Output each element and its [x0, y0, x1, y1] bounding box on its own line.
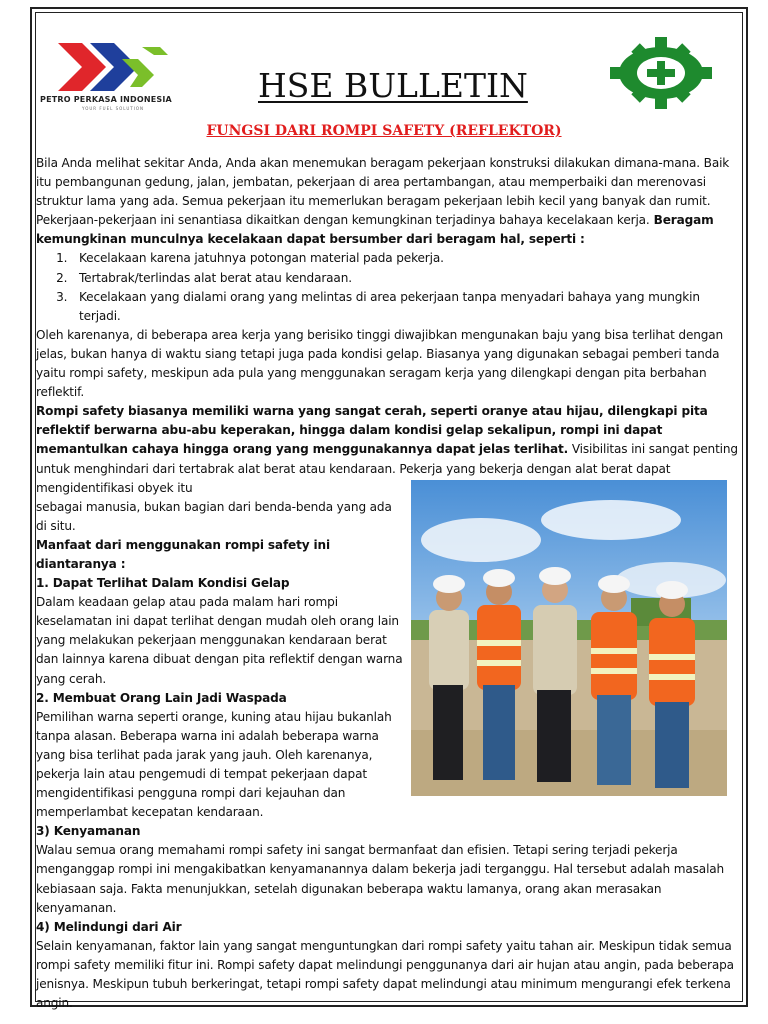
list-item: 3. Kecelakaan yang dialami orang yang melintas di area pekerjaan tanpa menyadari bahaya yang mungkin terjadi. [71, 288, 740, 326]
bulletin-subtitle: FUNGSI DARI ROMPI SAFETY (REFLEKTOR) [206, 123, 562, 139]
section-heading: 1. Dapat Terlihat Dalam Kondisi Gelap [36, 576, 290, 591]
page-title: HSE BULLETIN [258, 66, 528, 105]
rompi-text: Visibilitas ini sangat penting untuk menghindari dari tertabrak alat berat atau kendaraan. Pekerja yang bekerja dengan alat berat dapat mengidentifikasi obyek itu [36, 442, 738, 495]
intro-bold-text: Beragam kemungkinan munculnya kecelakaan dapat bersumber dari beragam hal, seperti : [36, 213, 714, 247]
intro-text: Bila Anda melihat sekitar Anda, Anda akan menemukan beragam pekerjaan konstruksi dilakukan dimana-mana. Baik itu pembangunan gedung, jalan, jembatan, pekerjaan di area pertambangan, atau memperbaiki dan merenovasi struktur lama yang ada. Semua pekerjaan itu memerlukan beragam pekerjaan lebih kecil yang banyak dan rumit. Pekerjaan-pekerjaan ini senantiasa dikaitkan dengan kemungkinan terjadinya bahaya kecelakaan kerja. [36, 156, 730, 228]
rompi-text-continued: sebagai manusia, bukan bagian dari benda-benda yang ada di situ. [36, 499, 392, 533]
narrow-column [36, 498, 404, 823]
hazard-list [36, 249, 740, 325]
safety-gear-cross-icon [606, 36, 716, 110]
workers-photo [411, 480, 727, 796]
section-text: Pemilihan warna seperti orange, kuning atau hijau bukanlah tanpa alasan. Beberapa warna ini adalah beberapa warna yang bisa terlihat pada jarak yang jauh. Oleh karenanya, pekerja lain atau pengemudi di tempat pekerjaan dapat mengidentifikasi pengguna rompi dari kejauhan dan memperlambat kecepatan kendaraan. [36, 709, 392, 820]
section-heading: 3) Kenyamanan [36, 824, 141, 839]
paragraph-oleh: Oleh karenanya, di beberapa area kerja yang berisiko tinggi diwajibkan mengunakan baju yang bisa terlihat dengan jelas, bukan hanya di waktu siang tetapi juga pada kondisi gelap. Biasanya yang digunakan sebagai pemberi tanda yaitu rompi safety, meskipun ada pula yang menggunakan seragam kerja yang dilengkapi dengan pita berbahan reflektif. [36, 327, 724, 400]
list-item: 2. Tertabrak/terlindas alat berat atau kendaraan. [71, 269, 740, 288]
section-text: Selain kenyamanan, faktor lain yang sangat menguntungkan dari rompi safety yaitu tahan air. Meskipun tidak semua rompi safety memiliki fitur ini. Rompi safety dapat melindungi penggunanya dari air hujan atau angin, pada beberapa jenisnya. Meskipun tubuh berkeringat, tetapi rompi safety dapat melindungi atau minimum mengurangi efek terkena angin. [36, 938, 734, 1011]
section-text: Walau semua orang memahami rompi safety ini sangat bermanfaat dan efisien. Tetapi sering terjadi pekerja menganggap rompi ini mengakibatkan kenyamanannya dalam bekerja jadi terganggu. Hal tersebut adalah masalah kebiasaan saja. Fakta menunjukkan, setelah digunakan beberapa waktu lamanya, orang akan merasakan kenyamanan. [36, 843, 725, 915]
list-item: 1. Kecelakaan karena jatuhnya potongan material pada pekerja. [71, 249, 740, 268]
section-heading: 2. Membuat Orang Lain Jadi Waspada [36, 690, 287, 705]
section-heading: 4) Melindungi dari Air [36, 919, 182, 934]
manfaat-heading: Manfaat dari menggunakan rompi safety ini diantaranya : [36, 537, 330, 571]
rompi-bold-text: Rompi safety biasanya memiliki warna yang sangat cerah, seperti oranye atau hijau, dilengkapi pita reflektif berwarna abu-abu keperakan, hingga dalam kondisi gelap sekalipun, rompi ini dapat memantulkan cahaya hingga orang yang menggunakannya dapat jelas terlihat. [36, 404, 708, 457]
intro-paragraph [36, 154, 740, 249]
section-text: Dalam keadaan gelap atau pada malam hari rompi keselamatan ini dapat terlihat dengan mudah oleh orang lain yang melakukan pekerjaan menggunakan kendaraan berat dan lainnya karena dibuat dengan pita reflektif dengan warna yang cerah. [36, 595, 403, 686]
logo-company-name: PETRO PERKASA INDONESIA [40, 95, 172, 104]
logo-tagline: YOUR FUEL SOLUTION [82, 106, 145, 111]
